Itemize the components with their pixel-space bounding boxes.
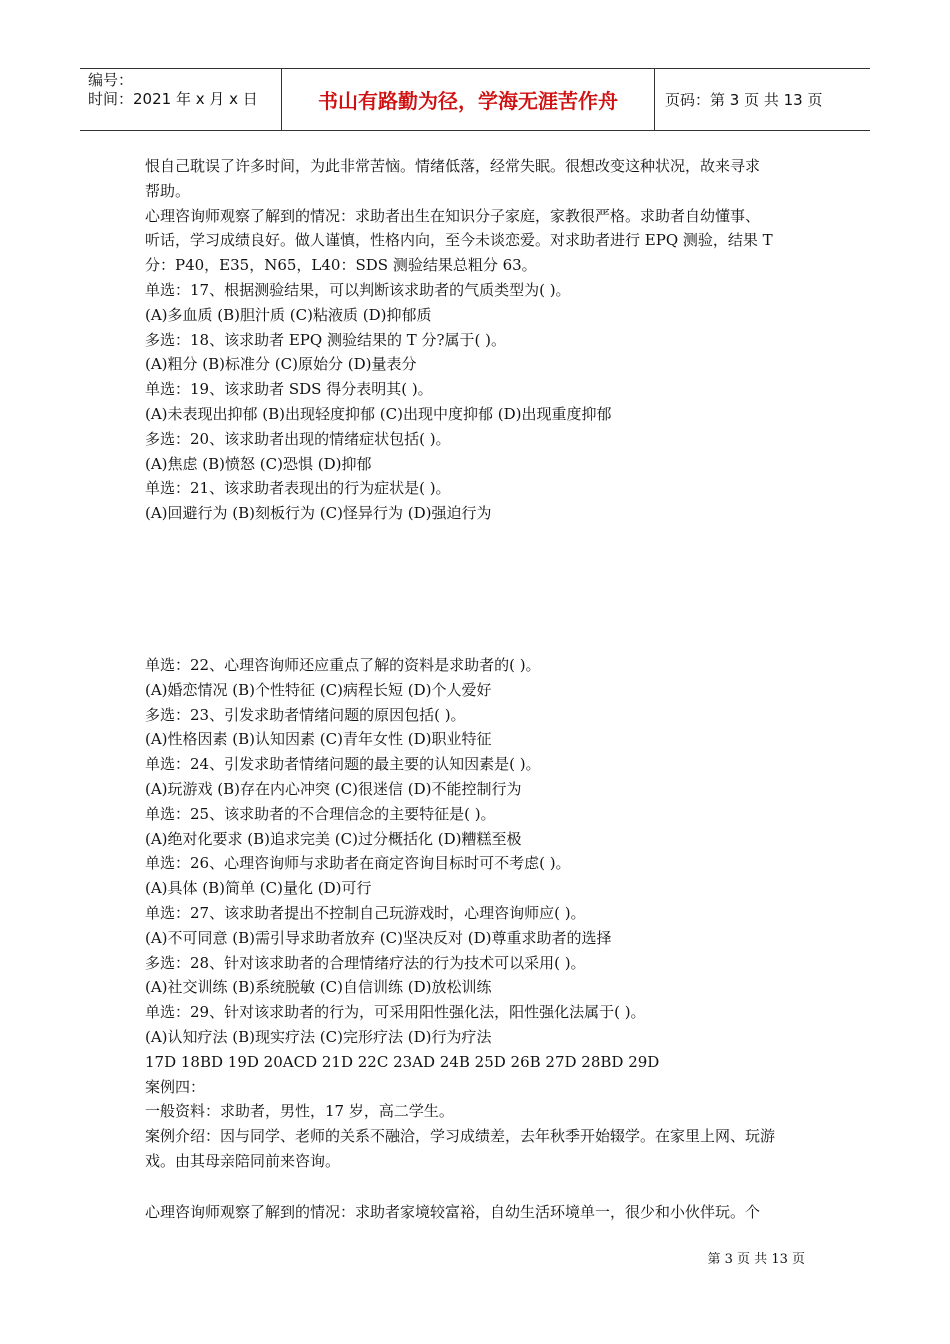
text-line: 心理咨询师观察了解到的情况：求助者家境较富裕，自幼生活环境单一，很少和小伙伴玩。个 xyxy=(145,1203,761,1221)
text-line: (A)认知疗法 (B)现实疗法 (C)完形疗法 (D)行为疗法 xyxy=(145,1027,492,1046)
text-line: 多选：28、针对该求助者的合理情绪疗法的行为技术可以采用( )。 xyxy=(145,953,586,972)
text-block-2 xyxy=(145,653,815,1174)
text-line: 一般资料：求助者，男性，17 岁，高二学生。 xyxy=(145,1102,454,1121)
text-line: 单选：24、引发求助者情绪问题的最主要的认知因素是( )。 xyxy=(145,755,541,774)
date-label: 时间：2021 年 x 月 x 日 xyxy=(88,90,258,108)
text-line: 多选：18、该求助者 EPQ 测验结果的 T 分?属于( )。 xyxy=(145,330,507,349)
text-line: 案例介绍：因与同学、老师的关系不融洽，学习成绩差，去年秋季开始辍学。在家里上网、玩游 xyxy=(145,1127,776,1146)
text-line: 单选：19、该求助者 SDS 得分表明其( )。 xyxy=(145,380,433,399)
text-line: (A)具体 (B)简单 (C)量化 (D)可行 xyxy=(145,879,372,898)
page-header xyxy=(80,68,870,131)
text-line: 单选：27、该求助者提出不控制自己玩游戏时，心理咨询师应( )。 xyxy=(145,903,586,922)
text-line: 多选：20、该求助者出现的情绪症状包括( )。 xyxy=(145,429,451,448)
header-motto: 书山有路勤为径，学海无涯苦作舟 xyxy=(282,69,655,130)
text-line: (A)不可同意 (B)需引导求助者放弃 (C)坚决反对 (D)尊重求助者的选择 xyxy=(145,928,612,947)
text-line: 单选：21、该求助者表现出的行为症状是( )。 xyxy=(145,479,451,498)
text-line: (A)焦虑 (B)愤怒 (C)恐惧 (D)抑郁 xyxy=(145,454,372,473)
text-line: 恨自己耽误了许多时间，为此非常苦恼。情绪低落，经常失眠。很想改变这种状况，故来寻求 xyxy=(145,157,761,175)
text-line: (A)绝对化要求 (B)追求完美 (C)过分概括化 (D)糟糕至极 xyxy=(145,829,522,848)
text-line: (A)婚恋情况 (B)个性特征 (C)病程长短 (D)个人爱好 xyxy=(145,680,492,699)
text-line: 单选：17、根据测验结果，可以判断该求助者的气质类型为( )。 xyxy=(145,280,571,299)
text-line: (A)社交训练 (B)系统脱敏 (C)自信训练 (D)放松训练 xyxy=(145,978,492,997)
text-line: 分：P40，E35，N65，L40：SDS 测验结果总粗分 63。 xyxy=(145,256,537,275)
text-line: (A)性格因素 (B)认知因素 (C)青年女性 (D)职业特征 xyxy=(145,730,492,749)
serial-label: 编号： xyxy=(88,71,134,89)
text-line: (A)多血质 (B)胆汁质 (C)粘液质 (D)抑郁质 xyxy=(145,305,432,324)
text-line: (A)未表现出抑郁 (B)出现轻度抑郁 (C)出现中度抑郁 (D)出现重度抑郁 xyxy=(145,404,612,423)
text-line: 戏。由其母亲陪同前来咨询。 xyxy=(145,1151,341,1170)
text-line: (A)回避行为 (B)刻板行为 (C)怪异行为 (D)强迫行为 xyxy=(145,504,492,523)
text-line: 单选：25、该求助者的不合理信念的主要特征是( )。 xyxy=(145,804,496,823)
text-line: 帮助。 xyxy=(145,181,191,200)
header-page-number: 页码：第 3 页 共 13 页 xyxy=(665,91,823,109)
text-line: 案例四： xyxy=(145,1077,206,1096)
text-line: 单选：29、针对该求助者的行为，可采用阳性强化法，阳性强化法属于( )。 xyxy=(145,1003,646,1022)
header-meta xyxy=(80,69,282,130)
text-line: 多选：23、引发求助者情绪问题的原因包括( )。 xyxy=(145,705,466,724)
text-block-1 xyxy=(145,154,815,526)
text-line: 单选：22、心理咨询师还应重点了解的资料是求助者的( )。 xyxy=(145,656,541,674)
text-block-3 xyxy=(145,1200,815,1225)
text-line: (A)粗分 (B)标准分 (C)原始分 (D)量表分 xyxy=(145,355,417,374)
footer-page-number: 第 3 页 共 13 页 xyxy=(707,1252,805,1267)
text-line: 单选：26、心理咨询师与求助者在商定咨询目标时可不考虑( )。 xyxy=(145,854,571,873)
text-line: 心理咨询师观察了解到的情况：求助者出生在知识分子家庭，家教很严格。求助者自幼懂事、 xyxy=(145,206,761,225)
text-line: 17D 18BD 19D 20ACD 21D 22C 23AD 24B 25D 26B 27D 28BD 29D xyxy=(145,1052,660,1071)
text-line: 听话，学习成绩良好。做人谨慎，性格内向，至今未谈恋爱。对求助者进行 EPQ 测验，结果 T xyxy=(145,231,773,250)
text-line: (A)玩游戏 (B)存在内心冲突 (C)很迷信 (D)不能控制行为 xyxy=(145,779,522,798)
